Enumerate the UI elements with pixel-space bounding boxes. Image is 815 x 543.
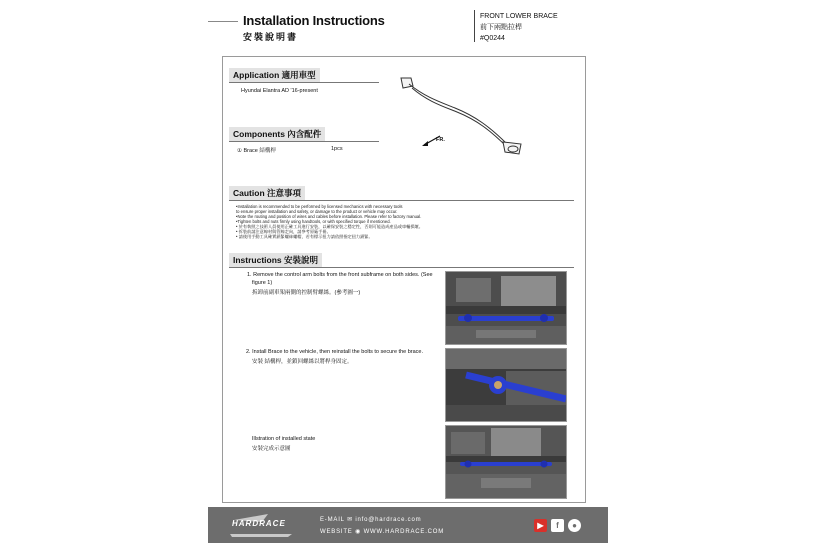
vehicle-fitment: Hyundai Elantra AD '16-present — [241, 88, 318, 94]
logo-wordmark: HARDRACE — [232, 519, 286, 528]
step-3-text-zh: 安裝完成示意圖 — [252, 446, 291, 452]
header-rule — [208, 21, 238, 22]
globe-icon: ◉ — [355, 529, 362, 535]
title-english: Installation Instructions — [243, 13, 385, 28]
figure-2-drawing — [446, 349, 566, 421]
step-2-text-zh: 安裝 結構桿，並鎖回螺絲以將桿身固定。 — [252, 359, 353, 365]
caution-line: •Note the routing and position of wires and cables before installation. Please refer to factory manual. — [236, 214, 422, 219]
youtube-icon[interactable]: ▶ — [534, 519, 547, 532]
footer-website — [320, 528, 444, 535]
website-label: WEBSITE — [320, 529, 353, 535]
caution-line: to ensure proper installation and safety, or damage to the product or vehicle may occur. — [236, 209, 398, 214]
application-title: Application 適用車型 — [229, 68, 320, 82]
figure-1-drawing — [446, 272, 566, 344]
caution-rule — [229, 200, 574, 201]
header-divider — [474, 10, 475, 42]
product-name-english: FRONT LOWER BRACE — [480, 13, 558, 20]
product-code: #Q0244 — [480, 35, 505, 42]
website-url[interactable]: WWW.HARDRACE.COM — [363, 529, 445, 535]
figure-1-photo — [445, 271, 567, 345]
component-item-qty: 1pcs — [331, 146, 343, 152]
brace-drawing — [401, 78, 521, 154]
step-2-text-en: 2. Install Brace to the vehicle, then reinstall the bolts to secure the brace. — [246, 349, 424, 355]
caution-line: •Tighten bolts and nuts firmly using handtools, or with specified torque if mentioned. — [236, 219, 391, 224]
caution-line: • 拆裝前請注意線材與管線走向，請參考原廠手冊。 — [236, 229, 331, 234]
step-1-text-zh: 拆卸前副車架兩側的控制臂螺絲。(參考圖一) — [252, 290, 361, 296]
caution-title: Caution 注意事項 — [229, 186, 305, 200]
application-rule — [229, 82, 379, 83]
figure-3-photo — [445, 425, 567, 499]
components-rule — [229, 141, 379, 142]
instructions-rule — [229, 267, 574, 268]
front-direction-label: FR. — [436, 137, 445, 143]
footer-email — [320, 516, 421, 523]
step-1-text-en-cont: figure 1) — [252, 280, 273, 286]
brace-illustration — [395, 72, 530, 162]
caution-line: • 請使用手動工具確實鎖緊螺絲螺帽，若有標示扭力請依照指定扭力鎖緊。 — [236, 234, 373, 239]
product-info — [480, 11, 558, 44]
instructions-title: Instructions 安裝說明 — [229, 253, 322, 267]
envelope-icon: ✉ — [347, 517, 353, 523]
facebook-icon[interactable]: f — [551, 519, 564, 532]
email-address[interactable]: info@hardrace.com — [355, 517, 422, 523]
title-chinese: 安裝說明書 — [243, 32, 299, 42]
figure-2-photo — [445, 348, 567, 422]
wechat-icon[interactable]: ● — [568, 519, 581, 532]
caution-line: •Installation is recommended to be performed by licensed mechanics with necessary tools — [236, 204, 403, 209]
components-title: Components 內含配件 — [229, 127, 325, 141]
step-1-text-en: 1. Remove the control arm bolts from the front subframe on both sides. (See — [247, 272, 433, 278]
product-name-chinese: 前下兩點拉桿 — [480, 24, 522, 31]
caution-line: • 於有執照之技術人員使用正確工具進行安裝，以確保安裝之穩定性，否則可能造成產品或車輛損壞。 — [236, 224, 423, 229]
email-label: E-MAIL — [320, 517, 345, 523]
step-3-text-en: Illstration of installed state — [252, 436, 316, 442]
component-item-name: ① Brace 結構桿 — [237, 148, 276, 154]
figure-3-drawing — [446, 426, 566, 498]
